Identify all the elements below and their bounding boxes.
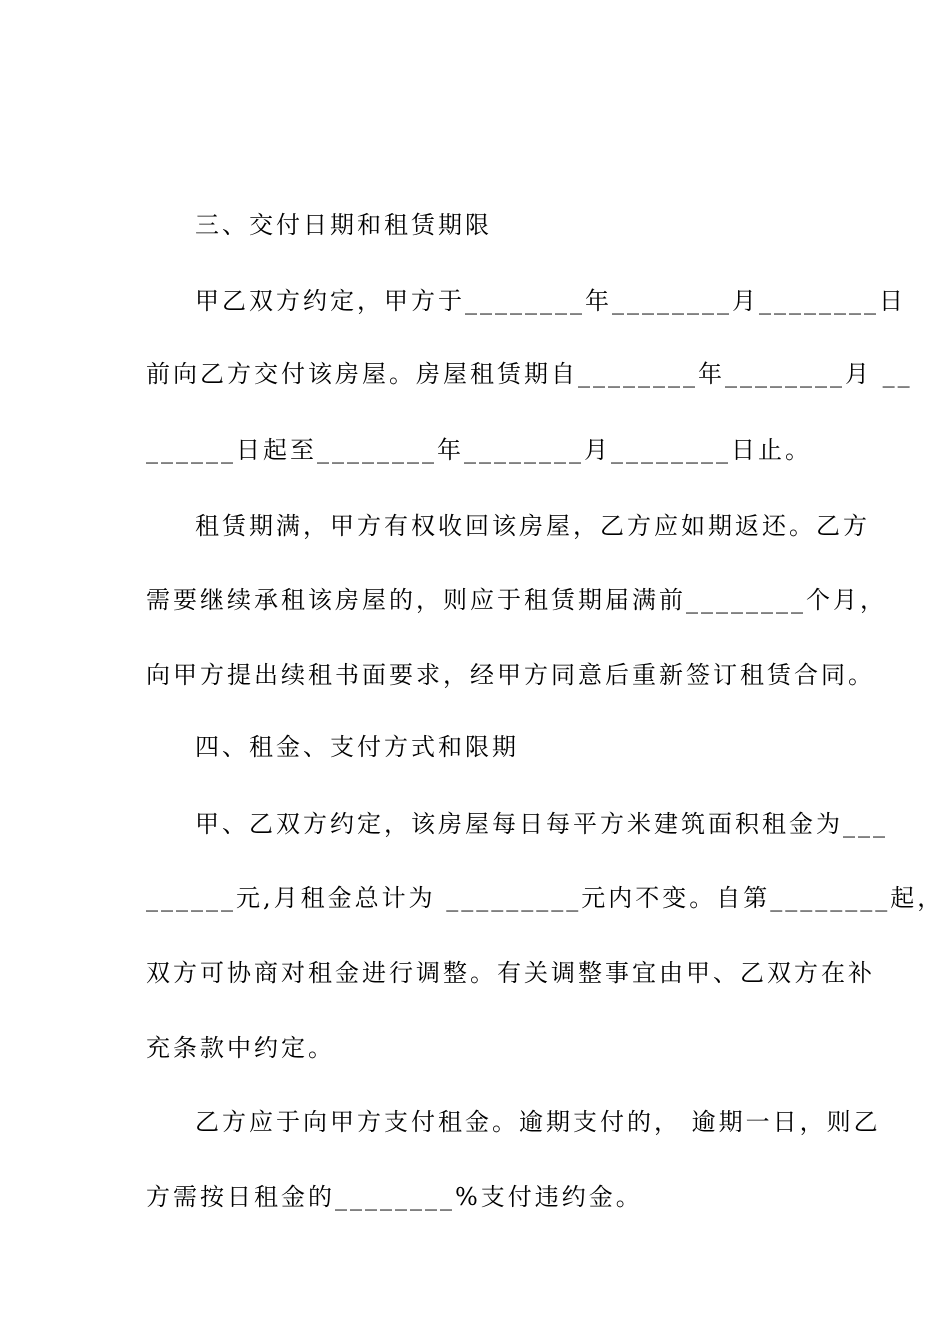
paragraph-line: 甲乙双方约定，甲方于________年________月________日 [195, 287, 906, 315]
paragraph-line: ______元,月租金总计为 _________元内不变。自第________起， [146, 884, 945, 912]
paragraph-line: 向甲方提出续租书面要求，经甲方同意后重新签订租赁合同。 [146, 661, 875, 689]
paragraph-line: 双方可协商对租金进行调整。有关调整事宜由甲、乙双方在补 [146, 959, 875, 987]
paragraph-line: 前向乙方交付该房屋。房屋租赁期自________年________月 __ [146, 360, 913, 388]
paragraph-line: 租赁期满，甲方有权收回该房屋，乙方应如期返还。乙方 [195, 512, 870, 540]
paragraph-line: 需要继续承租该房屋的，则应于租赁期届满前________个月， [146, 586, 887, 614]
paragraph-line: 方需按日租金的________%支付违约金。 [146, 1183, 643, 1211]
section-heading-delivery: 三、交付日期和租赁期限 [195, 211, 492, 239]
paragraph-line: 乙方应于向甲方支付租金。逾期支付的， 逾期一日，则乙 [195, 1108, 881, 1136]
paragraph-line: 充条款中约定。 [146, 1034, 335, 1062]
section-heading-rent: 四、租金、支付方式和限期 [195, 733, 519, 761]
paragraph-line: 甲、乙双方约定，该房屋每日每平方米建筑面积租金为___ [195, 810, 888, 838]
paragraph-line: ______日起至________年________月________日止。 [146, 436, 812, 464]
